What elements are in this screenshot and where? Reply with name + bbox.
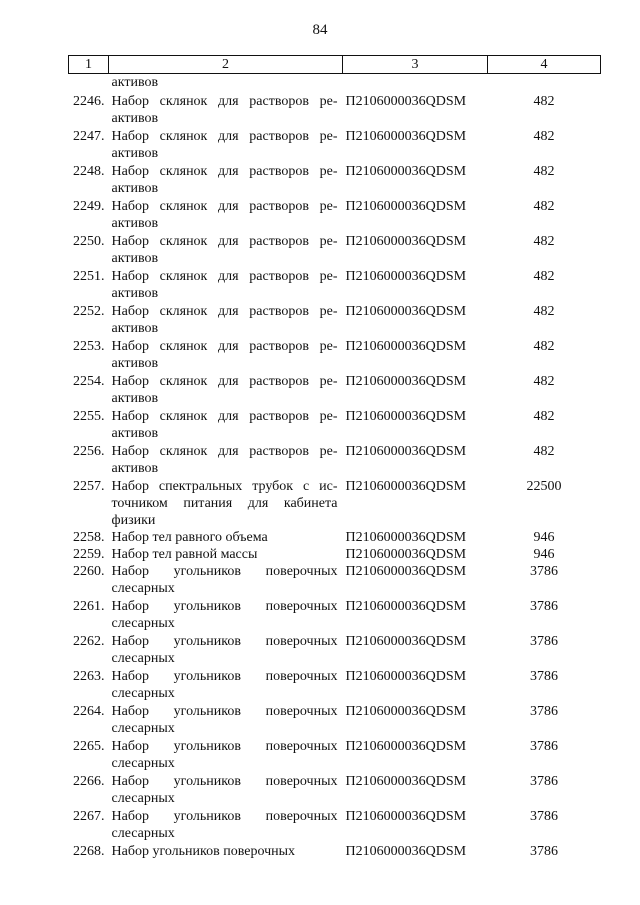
row-number: 2262. <box>73 634 105 649</box>
row-number: 2264. <box>73 704 105 719</box>
row-item-price: 3786 <box>530 634 558 649</box>
header-col-3: 3 <box>343 56 488 74</box>
row-item-code: П2106000036QDSM <box>345 599 467 614</box>
row-number: 2251. <box>73 269 105 284</box>
row-number: 2255. <box>73 409 105 424</box>
table-row <box>69 597 601 632</box>
row-item-name: Набор склянок для растворов ре-активов <box>111 234 338 266</box>
row-item-code: П2106000036QDSM <box>345 844 467 859</box>
row-item-price: 946 <box>533 530 555 545</box>
row-item-code: П2106000036QDSM <box>345 739 467 754</box>
row-item-code: П2106000036QDSM <box>345 164 467 179</box>
row-item-price: 482 <box>533 374 555 389</box>
row-item-price: 3786 <box>530 844 558 859</box>
row-item-price: 3786 <box>530 739 558 754</box>
row-number: 2249. <box>73 199 105 214</box>
table-header-row <box>69 56 601 74</box>
row-item-price: 3786 <box>530 774 558 789</box>
row-item-name: Набор склянок для растворов ре-активов <box>111 129 338 161</box>
table-row <box>69 667 601 702</box>
items-table <box>68 55 601 860</box>
row-item-name: Набор угольников поверочных слесарных <box>111 634 338 666</box>
row-item-code: П2106000036QDSM <box>345 234 467 249</box>
table-row <box>69 337 601 372</box>
row-item-code: П2106000036QDSM <box>345 94 467 109</box>
row-item-name: Набор угольников поверочных слесарных <box>111 599 338 631</box>
table-row <box>69 162 601 197</box>
table-row <box>69 563 601 597</box>
table-row <box>69 807 601 842</box>
row-item-name: Набор склянок для растворов ре-активов <box>111 374 338 406</box>
table-row <box>69 232 601 267</box>
row-item-name: Набор склянок для растворов ре-активов <box>111 269 338 301</box>
row-number: 2266. <box>73 774 105 789</box>
row-item-name: Набор угольников поверочных слесарных <box>111 704 338 736</box>
row-item-code: П2106000036QDSM <box>345 809 467 824</box>
row-number: 2258. <box>73 530 105 545</box>
row-item-code: П2106000036QDSM <box>345 547 467 562</box>
row-item-code: П2106000036QDSM <box>345 374 467 389</box>
header-col-1: 1 <box>69 56 109 74</box>
row-item-price: 3786 <box>530 599 558 614</box>
table-body <box>69 74 601 861</box>
row-item-code: П2106000036QDSM <box>345 704 467 719</box>
row-number: 2265. <box>73 739 105 754</box>
row-item-name: Набор угольников поверочных слесарных <box>111 774 338 806</box>
header-col-2: 2 <box>109 56 343 74</box>
row-number: 2250. <box>73 234 105 249</box>
table-row <box>69 267 601 302</box>
table-row <box>69 477 601 529</box>
row-number: 2246. <box>73 94 105 109</box>
row-item-code: П2106000036QDSM <box>345 444 467 459</box>
row-item-name: Набор склянок для растворов ре-активов <box>111 409 338 441</box>
table-row <box>69 632 601 667</box>
row-item-price: 22500 <box>526 479 562 494</box>
row-item-name: Набор угольников поверочных слесарных <box>111 669 338 701</box>
row-item-name: Набор склянок для растворов ре-активов <box>111 94 338 126</box>
row-number: 2260. <box>73 564 105 579</box>
row-number: 2256. <box>73 444 105 459</box>
row-item-price: 482 <box>533 94 555 109</box>
table-row <box>69 127 601 162</box>
table-row <box>69 197 601 232</box>
table-row <box>69 92 601 127</box>
row-number: 2257. <box>73 479 105 494</box>
row-item-name: Набор склянок для растворов ре-активов <box>111 199 338 231</box>
table-row <box>69 372 601 407</box>
row-item-name: Набор склянок для растворов ре-активов <box>111 304 338 336</box>
row-item-price: 482 <box>533 234 555 249</box>
row-item-price: 3786 <box>530 564 558 579</box>
row-item-code: П2106000036QDSM <box>345 479 467 494</box>
row-item-code: П2106000036QDSM <box>345 634 467 649</box>
continuation-row <box>69 74 601 93</box>
row-item-code: П2106000036QDSM <box>345 530 467 545</box>
row-item-price: 482 <box>533 444 555 459</box>
row-item-code: П2106000036QDSM <box>345 409 467 424</box>
table-row <box>69 442 601 477</box>
header-col-4: 4 <box>488 56 601 74</box>
row-number: 2263. <box>73 669 105 684</box>
row-item-name: Набор спектральных трубок с ис-точником питания для кабинета физики <box>111 479 338 528</box>
continuation-text: активов <box>111 75 159 90</box>
row-item-code: П2106000036QDSM <box>345 129 467 144</box>
table-row <box>69 737 601 772</box>
table-row <box>69 546 601 563</box>
row-item-name: Набор склянок для растворов ре-активов <box>111 339 338 371</box>
row-item-price: 482 <box>533 409 555 424</box>
row-item-price: 482 <box>533 304 555 319</box>
table-row <box>69 302 601 337</box>
row-item-name: Набор тел равной массы <box>111 547 258 562</box>
row-item-name: Набор тел равного объема <box>111 530 268 545</box>
row-item-name: Набор склянок для растворов ре-активов <box>111 444 338 476</box>
row-item-price: 482 <box>533 199 555 214</box>
row-number: 2247. <box>73 129 105 144</box>
row-item-code: П2106000036QDSM <box>345 669 467 684</box>
row-item-code: П2106000036QDSM <box>345 199 467 214</box>
row-number: 2253. <box>73 339 105 354</box>
row-item-code: П2106000036QDSM <box>345 339 467 354</box>
table-row <box>69 702 601 737</box>
table-row <box>69 772 601 807</box>
row-number: 2252. <box>73 304 105 319</box>
row-item-price: 482 <box>533 269 555 284</box>
row-item-code: П2106000036QDSM <box>345 304 467 319</box>
row-item-price: 3786 <box>530 704 558 719</box>
row-item-code: П2106000036QDSM <box>345 564 467 579</box>
row-item-price: 3786 <box>530 809 558 824</box>
row-item-code: П2106000036QDSM <box>345 774 467 789</box>
row-item-name: Набор склянок для растворов ре-активов <box>111 164 338 196</box>
table-row <box>69 529 601 546</box>
row-item-price: 3786 <box>530 669 558 684</box>
row-number: 2261. <box>73 599 105 614</box>
row-item-price: 946 <box>533 547 555 562</box>
row-item-name: Набор угольников поверочных слесарных <box>111 739 338 771</box>
row-number: 2248. <box>73 164 105 179</box>
row-item-name: Набор угольников поверочных слесарных <box>111 564 338 596</box>
row-item-price: 482 <box>533 164 555 179</box>
row-number: 2268. <box>73 844 105 859</box>
row-number: 2254. <box>73 374 105 389</box>
row-item-price: 482 <box>533 339 555 354</box>
table-row <box>69 407 601 442</box>
row-item-name: Набор угольников поверочных <box>111 844 296 859</box>
row-item-price: 482 <box>533 129 555 144</box>
row-item-code: П2106000036QDSM <box>345 269 467 284</box>
row-item-name: Набор угольников поверочных слесарных <box>111 809 338 841</box>
page-number: 84 <box>312 22 328 38</box>
row-number: 2259. <box>73 547 105 562</box>
table-row <box>69 842 601 860</box>
row-number: 2267. <box>73 809 105 824</box>
